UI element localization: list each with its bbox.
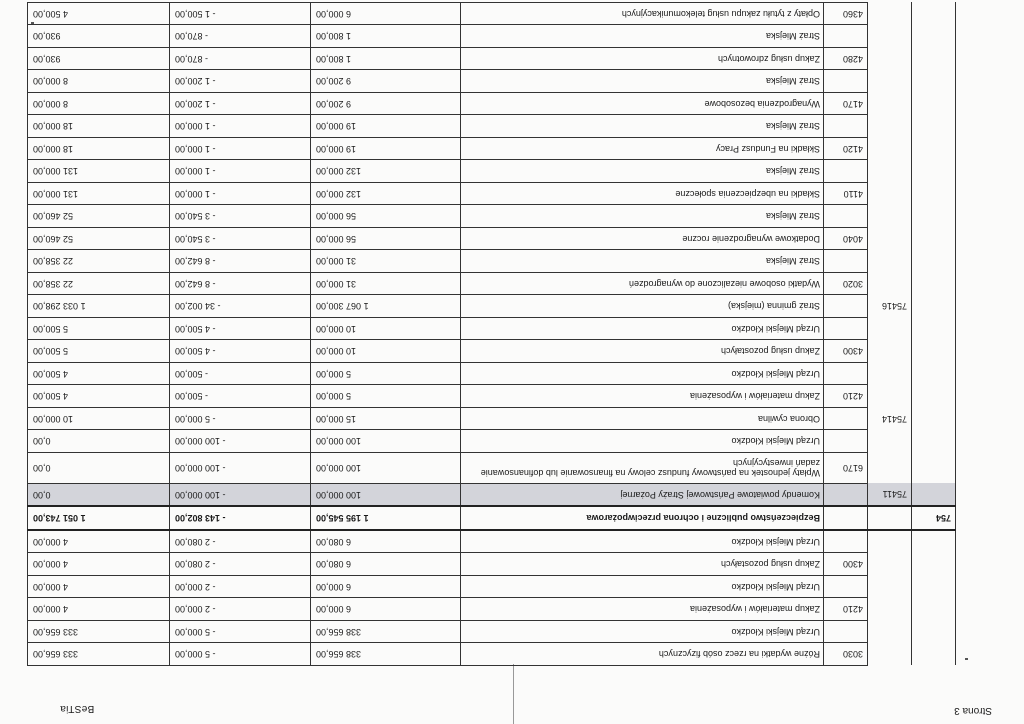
- description-cell: Straż Miejska: [461, 115, 824, 138]
- after-change-cell: 52 460,00: [28, 228, 170, 251]
- description-cell: Urząd Miejski Kłodzko: [461, 318, 824, 341]
- dzial-cell: [912, 408, 956, 431]
- after-change-cell: 4 000,00: [28, 553, 170, 576]
- paragraf-cell: [824, 250, 868, 273]
- dzial-cell: [912, 183, 956, 206]
- rozdzial-cell: [868, 138, 912, 161]
- after-change-cell: 52 460,00: [28, 205, 170, 228]
- description-cell: Urząd Miejski Kłodzko: [461, 621, 824, 644]
- table-row: [28, 115, 956, 138]
- plan-cell: 100 000,00: [311, 430, 461, 453]
- change-cell: - 1 000,00: [170, 138, 311, 161]
- after-change-cell: 930,00: [28, 48, 170, 71]
- description-cell: Straż Miejska: [461, 205, 824, 228]
- dzial-cell: [912, 228, 956, 251]
- plan-cell: 9 200,00: [311, 70, 461, 93]
- dzial-cell: [912, 453, 956, 484]
- after-change-cell: 18 000,00: [28, 138, 170, 161]
- change-cell: - 3 540,00: [170, 205, 311, 228]
- plan-cell: 1 800,00: [311, 25, 461, 48]
- rozdzial-cell: [868, 250, 912, 273]
- after-change-cell: 5 500,00: [28, 340, 170, 363]
- after-change-cell: 1 051 743,00: [28, 507, 170, 531]
- after-change-cell: 8 000,00: [28, 70, 170, 93]
- change-cell: - 870,00: [170, 48, 311, 71]
- table-row: [28, 507, 956, 531]
- dzial-cell: [912, 318, 956, 341]
- table-row: [28, 160, 956, 183]
- description-cell: Komendy powiatowe Państwowej Straży Pożarnej: [461, 484, 824, 507]
- plan-cell: 6 000,00: [311, 598, 461, 621]
- change-cell: - 870,00: [170, 25, 311, 48]
- table-row: [28, 295, 956, 318]
- dzial-cell: [912, 553, 956, 576]
- change-cell: - 500,00: [170, 385, 311, 408]
- rozdzial-cell: [868, 621, 912, 644]
- description-cell: Bezpieczeństwo publiczne i ochrona przeciwpożarowa: [461, 507, 824, 531]
- description-cell: Wydatki osobowe niezaliczone do wynagrodzeń: [461, 273, 824, 296]
- plan-cell: 132 000,00: [311, 160, 461, 183]
- plan-cell: 338 656,00: [311, 621, 461, 644]
- after-change-cell: 131 000,00: [28, 183, 170, 206]
- plan-cell: 1 800,00: [311, 48, 461, 71]
- description-cell: Straż Miejska: [461, 70, 824, 93]
- dzial-cell: [912, 93, 956, 116]
- dzial-cell: 754: [912, 507, 956, 531]
- after-change-cell: 1 033 298,00: [28, 295, 170, 318]
- table-row: [28, 408, 956, 431]
- after-change-cell: 0,00: [28, 430, 170, 453]
- paragraf-cell: [824, 295, 868, 318]
- dzial-cell: [912, 205, 956, 228]
- change-cell: - 5 000,00: [170, 621, 311, 644]
- paragraf-cell: [824, 363, 868, 386]
- description-cell: Urząd Miejski Kłodzko: [461, 363, 824, 386]
- table-row: [28, 453, 956, 484]
- rozdzial-cell: [868, 430, 912, 453]
- dzial-cell: [912, 48, 956, 71]
- rozdzial-cell: 75416: [868, 295, 912, 318]
- table-row: [28, 250, 956, 273]
- after-change-cell: 0,00: [28, 484, 170, 507]
- after-change-cell: 4 500,00: [28, 3, 170, 26]
- rozdzial-cell: [868, 70, 912, 93]
- table-row: [28, 273, 956, 296]
- rozdzial-cell: 75411: [868, 484, 912, 507]
- page-number: Strona 3: [954, 705, 992, 716]
- after-change-cell: 10 000,00: [28, 408, 170, 431]
- rozdzial-cell: [868, 340, 912, 363]
- paragraf-cell: [824, 408, 868, 431]
- table-row: [28, 340, 956, 363]
- dzial-cell: [912, 385, 956, 408]
- fold-line: [513, 664, 514, 724]
- table-row: [28, 48, 956, 71]
- dzial-cell: [912, 25, 956, 48]
- plan-cell: 19 000,00: [311, 138, 461, 161]
- paragraf-cell: 3030: [824, 643, 868, 666]
- table-row: [28, 183, 956, 206]
- plan-cell: 338 656,00: [311, 643, 461, 666]
- plan-cell: 5 000,00: [311, 363, 461, 386]
- change-cell: - 3 540,00: [170, 228, 311, 251]
- paragraf-cell: [824, 430, 868, 453]
- change-cell: - 1 200,00: [170, 70, 311, 93]
- description-cell: Straż Miejska: [461, 250, 824, 273]
- dzial-cell: [912, 70, 956, 93]
- paragraf-cell: 4280: [824, 48, 868, 71]
- dzial-cell: [912, 160, 956, 183]
- dzial-cell: [912, 295, 956, 318]
- description-cell: Wpłaty jednostek na państwowy fundusz celowy na finansowanie lub dofinansowanie zadań inwestycyjnych: [461, 453, 824, 484]
- after-change-cell: 4 000,00: [28, 530, 170, 553]
- rozdzial-cell: [868, 507, 912, 531]
- description-cell: Zakup usług pozostałych: [461, 340, 824, 363]
- table-row: [28, 363, 956, 386]
- plan-cell: 1 195 545,00: [311, 507, 461, 531]
- dzial-cell: [912, 3, 956, 26]
- paragraf-cell: 4300: [824, 553, 868, 576]
- table-row: [28, 228, 956, 251]
- description-cell: Obrona cywilna: [461, 408, 824, 431]
- paragraf-cell: [824, 530, 868, 553]
- change-cell: - 4 500,00: [170, 340, 311, 363]
- plan-cell: 56 000,00: [311, 205, 461, 228]
- after-change-cell: 8 000,00: [28, 93, 170, 116]
- plan-cell: 6 000,00: [311, 3, 461, 26]
- budget-table: [27, 2, 956, 666]
- paragraf-cell: 4040: [824, 228, 868, 251]
- rozdzial-cell: [868, 553, 912, 576]
- rozdzial-cell: [868, 530, 912, 553]
- after-change-cell: 22 358,00: [28, 273, 170, 296]
- rozdzial-cell: [868, 3, 912, 26]
- app-label: BeSTia: [60, 703, 95, 714]
- paragraf-cell: 4300: [824, 340, 868, 363]
- paragraf-cell: 4210: [824, 598, 868, 621]
- plan-cell: 31 000,00: [311, 250, 461, 273]
- table-row: [28, 484, 956, 507]
- paragraf-cell: [824, 318, 868, 341]
- after-change-cell: 0,00: [28, 453, 170, 484]
- rozdzial-cell: [868, 576, 912, 599]
- table-row: [28, 3, 956, 26]
- plan-cell: 100 000,00: [311, 453, 461, 484]
- change-cell: - 2 080,00: [170, 530, 311, 553]
- dzial-cell: [912, 430, 956, 453]
- change-cell: - 143 802,00: [170, 507, 311, 531]
- table-row: [28, 138, 956, 161]
- rozdzial-cell: [868, 363, 912, 386]
- plan-cell: 6 080,00: [311, 530, 461, 553]
- description-cell: Składki na Fundusz Pracy: [461, 138, 824, 161]
- dzial-cell: [912, 115, 956, 138]
- dzial-cell: [912, 576, 956, 599]
- rozdzial-cell: [868, 318, 912, 341]
- change-cell: - 500,00: [170, 363, 311, 386]
- description-cell: Urząd Miejski Kłodzko: [461, 576, 824, 599]
- after-change-cell: 4 500,00: [28, 363, 170, 386]
- rozdzial-cell: [868, 228, 912, 251]
- change-cell: - 100 000,00: [170, 484, 311, 507]
- rozdzial-cell: [868, 273, 912, 296]
- rozdzial-cell: [868, 453, 912, 484]
- rozdzial-cell: [868, 598, 912, 621]
- after-change-cell: 131 000,00: [28, 160, 170, 183]
- plan-cell: 132 000,00: [311, 183, 461, 206]
- table-row: [28, 205, 956, 228]
- dzial-cell: [912, 598, 956, 621]
- paragraf-cell: 4120: [824, 138, 868, 161]
- table-row: [28, 385, 956, 408]
- description-cell: Składki na ubezpieczenia społeczne: [461, 183, 824, 206]
- table-row: [28, 70, 956, 93]
- change-cell: - 1 000,00: [170, 115, 311, 138]
- rozdzial-cell: [868, 48, 912, 71]
- description-cell: Urząd Miejski Kłodzko: [461, 430, 824, 453]
- plan-cell: 10 000,00: [311, 318, 461, 341]
- after-change-cell: 4 000,00: [28, 598, 170, 621]
- paragraf-cell: 4170: [824, 93, 868, 116]
- change-cell: - 100 000,00: [170, 453, 311, 484]
- rozdzial-cell: [868, 93, 912, 116]
- table-row: [28, 621, 956, 644]
- table-row: [28, 643, 956, 666]
- dzial-cell: [912, 363, 956, 386]
- after-change-cell: 333 656,00: [28, 643, 170, 666]
- change-cell: - 1 200,00: [170, 93, 311, 116]
- dzial-cell: [912, 138, 956, 161]
- description-cell: Straż Miejska: [461, 160, 824, 183]
- paragraf-cell: 4360: [824, 3, 868, 26]
- after-change-cell: 5 500,00: [28, 318, 170, 341]
- description-cell: Straż Miejska: [461, 25, 824, 48]
- paragraf-cell: [824, 507, 868, 531]
- paragraf-cell: [824, 160, 868, 183]
- after-change-cell: 930,00: [28, 25, 170, 48]
- paragraf-cell: [824, 484, 868, 507]
- rozdzial-cell: [868, 25, 912, 48]
- paragraf-cell: [824, 576, 868, 599]
- rozdzial-cell: [868, 385, 912, 408]
- description-cell: Urząd Miejski Kłodzko: [461, 530, 824, 553]
- dzial-cell: [912, 643, 956, 666]
- change-cell: - 1 000,00: [170, 183, 311, 206]
- change-cell: - 8 642,00: [170, 250, 311, 273]
- paragraf-cell: 3020: [824, 273, 868, 296]
- rozdzial-cell: [868, 643, 912, 666]
- description-cell: Różne wydatki na rzecz osób fizycznych: [461, 643, 824, 666]
- description-cell: Zakup materiałów i wyposażenia: [461, 598, 824, 621]
- after-change-cell: 4 000,00: [28, 576, 170, 599]
- description-cell: Zakup usług pozostałych: [461, 553, 824, 576]
- plan-cell: 100 000,00: [311, 484, 461, 507]
- plan-cell: 9 200,00: [311, 93, 461, 116]
- plan-cell: 6 000,00: [311, 576, 461, 599]
- paragraf-cell: [824, 70, 868, 93]
- description-cell: Straż gminna (miejska): [461, 295, 824, 318]
- table-row: [28, 430, 956, 453]
- change-cell: - 8 642,00: [170, 273, 311, 296]
- scan-dot: [965, 658, 968, 660]
- change-cell: - 2 000,00: [170, 576, 311, 599]
- dzial-cell: [912, 621, 956, 644]
- change-cell: - 100 000,00: [170, 430, 311, 453]
- plan-cell: 10 000,00: [311, 340, 461, 363]
- table-row: [28, 25, 956, 48]
- plan-cell: 6 080,00: [311, 553, 461, 576]
- paragraf-cell: [824, 115, 868, 138]
- after-change-cell: 333 656,00: [28, 621, 170, 644]
- rozdzial-cell: 75414: [868, 408, 912, 431]
- dzial-cell: [912, 484, 956, 507]
- paragraf-cell: [824, 205, 868, 228]
- after-change-cell: 4 500,00: [28, 385, 170, 408]
- table-row: [28, 318, 956, 341]
- paragraf-cell: 4110: [824, 183, 868, 206]
- table-row: [28, 530, 956, 553]
- description-cell: Wynagrodzenia bezosobowe: [461, 93, 824, 116]
- plan-cell: 5 000,00: [311, 385, 461, 408]
- dzial-cell: [912, 250, 956, 273]
- rozdzial-cell: [868, 205, 912, 228]
- paragraf-cell: 4210: [824, 385, 868, 408]
- table-row: [28, 576, 956, 599]
- dzial-cell: [912, 273, 956, 296]
- paragraf-cell: 6170: [824, 453, 868, 484]
- dzial-cell: [912, 530, 956, 553]
- plan-cell: 15 000,00: [311, 408, 461, 431]
- change-cell: - 2 080,00: [170, 553, 311, 576]
- rozdzial-cell: [868, 115, 912, 138]
- paragraf-cell: [824, 621, 868, 644]
- change-cell: - 5 000,00: [170, 643, 311, 666]
- after-change-cell: 18 000,00: [28, 115, 170, 138]
- table-row: [28, 553, 956, 576]
- plan-cell: 31 000,00: [311, 273, 461, 296]
- change-cell: - 34 002,00: [170, 295, 311, 318]
- after-change-cell: 22 358,00: [28, 250, 170, 273]
- paragraf-cell: [824, 25, 868, 48]
- table-row: [28, 598, 956, 621]
- change-cell: - 2 000,00: [170, 598, 311, 621]
- change-cell: - 1 500,00: [170, 3, 311, 26]
- change-cell: - 1 000,00: [170, 160, 311, 183]
- description-cell: Opłaty z tytułu zakupu usług telekomunikacyjnych: [461, 3, 824, 26]
- change-cell: - 5 000,00: [170, 408, 311, 431]
- table-row: [28, 93, 956, 116]
- plan-cell: 19 000,00: [311, 115, 461, 138]
- plan-cell: 56 000,00: [311, 228, 461, 251]
- rozdzial-cell: [868, 160, 912, 183]
- plan-cell: 1 067 300,00: [311, 295, 461, 318]
- description-cell: Zakup materiałów i wyposażenia: [461, 385, 824, 408]
- dzial-cell: [912, 340, 956, 363]
- rozdzial-cell: [868, 183, 912, 206]
- description-cell: Zakup usług zdrowotnych: [461, 48, 824, 71]
- description-cell: Dodatkowe wynagrodzenie roczne: [461, 228, 824, 251]
- change-cell: - 4 500,00: [170, 318, 311, 341]
